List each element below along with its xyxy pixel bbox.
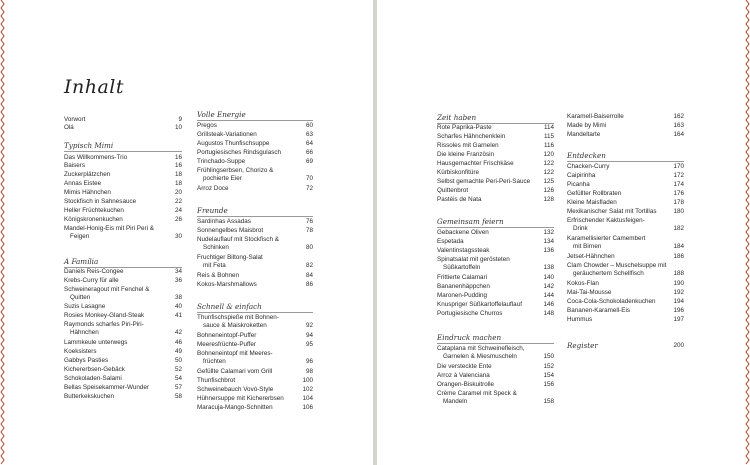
page-number: 38	[174, 294, 182, 301]
page-number: 172	[673, 172, 684, 179]
section-heading: Freunde	[197, 206, 228, 215]
page-number: 9	[178, 116, 182, 123]
page-number: 26	[174, 216, 182, 223]
entry-title: Thunfischbrot	[197, 377, 236, 384]
entry-title: Schweinebauch Vovó-Style	[197, 386, 274, 393]
entry-title: Olá	[64, 124, 74, 131]
page-number: 150	[543, 353, 554, 360]
toc-entry[interactable]	[197, 167, 313, 183]
toc-entry[interactable]	[64, 189, 182, 197]
toc-entry[interactable]	[64, 268, 182, 276]
page-number: 92	[305, 322, 313, 329]
entry-title: Maracuja-Mango-Schnitten	[197, 404, 273, 411]
toc-entry[interactable]	[197, 227, 313, 235]
page-number: 192	[673, 289, 684, 296]
toc-entry[interactable]	[64, 393, 182, 401]
entry-title: Mandeltarte	[567, 131, 601, 138]
page-number: 116	[543, 142, 554, 149]
entry-title: Maronen-Pudding	[437, 292, 488, 299]
entry-title: Mandeln	[443, 398, 468, 405]
entry-title: Jetset-Hähnchen	[567, 253, 615, 260]
toc-entry[interactable]	[567, 190, 684, 198]
entry-title: Fruchtiger Biltong-Salat	[197, 254, 263, 261]
entry-title: Rissoles mit Garnelen	[437, 142, 499, 149]
page-number: 182	[673, 225, 684, 232]
page-number: 194	[673, 298, 684, 305]
page-number: 125	[543, 178, 554, 185]
entry-title: Kürbiskonfitüre	[437, 169, 479, 176]
page-number: 106	[302, 404, 313, 411]
entry-title: Hummus	[567, 316, 593, 323]
entry-title: Bohneneintopf-Puffer	[197, 332, 257, 339]
entry-title: Karamell-Baiserrolle	[567, 113, 624, 120]
page-number: 36	[174, 277, 182, 284]
page-number: 176	[673, 190, 684, 197]
toc-entry[interactable]	[567, 316, 684, 324]
entry-title: Espetada	[437, 238, 464, 245]
page-number: 174	[673, 181, 684, 188]
page-number: 128	[543, 196, 554, 203]
register-entry[interactable]: Register 200	[567, 341, 684, 350]
toc-entry[interactable]	[197, 314, 313, 330]
toc-entry[interactable]	[64, 286, 182, 302]
toc-entry[interactable]	[437, 178, 554, 186]
page-number: 18	[174, 180, 182, 187]
entry-title: Spinatsalat mit gerösteten	[437, 256, 510, 263]
page-number: 96	[305, 358, 313, 365]
toc-entry[interactable]	[64, 180, 182, 188]
toc-entry[interactable]	[567, 217, 684, 233]
entry-title: Koeksisters	[64, 348, 97, 355]
page-number: 50	[174, 357, 182, 364]
page-number: 42	[174, 329, 182, 336]
toc-entry[interactable]	[437, 151, 554, 159]
entry-title: Mai-Tai-Mousse	[567, 289, 612, 296]
page-number: 104	[302, 395, 313, 402]
page-number: 70	[305, 175, 313, 182]
page-number: 58	[174, 393, 182, 400]
page-number: 60	[305, 122, 313, 129]
toc-entry[interactable]	[567, 262, 684, 278]
toc-entry[interactable]	[64, 207, 182, 215]
page-number: 40	[174, 303, 182, 310]
page-number: 41	[174, 312, 182, 319]
toc-entry[interactable]	[197, 350, 313, 366]
page-number: 100	[302, 377, 313, 384]
toc-entry[interactable]	[567, 253, 684, 261]
page-number: 132	[543, 229, 554, 236]
toc-entry[interactable]	[567, 307, 684, 315]
toc-entry[interactable]	[197, 386, 313, 394]
toc-entry[interactable]	[197, 122, 313, 130]
toc-entry[interactable]	[64, 339, 182, 347]
toc-entry[interactable]	[197, 218, 313, 226]
page-number: 46	[174, 339, 182, 346]
entry-title: Sonnengelbes Maisbrot	[197, 227, 264, 234]
section-underline	[197, 120, 313, 121]
entry-title: Erfrischender Kaktusfeigen-	[567, 217, 645, 224]
entry-title: Cataplana mit Schweinefleisch,	[437, 345, 525, 352]
toc-entry[interactable]	[437, 229, 554, 237]
entry-title: Arroz Doce	[197, 185, 229, 192]
entry-title: Rote Paprika-Paste	[437, 124, 492, 131]
entry-title: Crème Caramel mit Speck &	[437, 390, 517, 397]
toc-entry[interactable]	[437, 381, 554, 389]
toc-entry[interactable]	[567, 113, 684, 121]
toc-entry[interactable]	[567, 181, 684, 189]
toc-entry[interactable]	[197, 332, 313, 340]
page-number: 184	[673, 243, 684, 250]
left-page	[0, 0, 373, 465]
toc-entry[interactable]	[437, 292, 554, 300]
section-underline	[197, 216, 313, 217]
page-number: 10	[174, 124, 182, 131]
toc-entry[interactable]	[437, 274, 554, 282]
page-number: 140	[543, 274, 554, 281]
toc-entry[interactable]	[437, 283, 554, 291]
toc-entry[interactable]	[197, 236, 313, 252]
page-number: 78	[305, 227, 313, 234]
page-number: 30	[174, 233, 182, 240]
entry-title: Schokoladen-Salami	[64, 375, 122, 382]
entry-title: Thunfischspieße mit Bohnen-	[197, 314, 279, 321]
toc-entry[interactable]	[64, 124, 182, 132]
entry-title: Die versteckte Ente	[437, 363, 492, 370]
entry-title: Schinken	[203, 244, 229, 251]
section-heading: Gemeinsam feiern	[437, 217, 504, 226]
entry-title: Arroz à Valenciana	[437, 372, 490, 379]
page-number: 86	[305, 281, 313, 288]
entry-title: Selbst gemachte Peri-Peri-Sauce	[437, 178, 531, 185]
toc-entry[interactable]	[64, 225, 182, 241]
page-number: 146	[543, 301, 554, 308]
page-number: 102	[302, 386, 313, 393]
toc-entry[interactable]	[197, 254, 313, 270]
toc-entry[interactable]	[437, 238, 554, 246]
page-number: 98	[305, 368, 313, 375]
entry-title: mit Birnen	[573, 243, 602, 250]
page-number: 154	[543, 372, 554, 379]
entry-title: Chacken-Curry	[567, 163, 610, 170]
section-underline	[567, 161, 684, 162]
page-number: 72	[305, 185, 313, 192]
entry-title: Hühnersuppe mit Kichererbsen	[197, 395, 284, 402]
entry-title: Rosies Monkey-Gland-Steak	[64, 312, 145, 319]
page-number: 197	[673, 316, 684, 323]
section-heading: Schnell & einfach	[197, 302, 262, 311]
entry-title: Lammkeule unterwegs	[64, 339, 128, 346]
entry-title: Schweineragout mit Fenchel &	[64, 286, 150, 293]
toc-entry[interactable]	[567, 172, 684, 180]
page-number: 200	[673, 342, 684, 349]
section-heading: Volle Energie	[197, 110, 246, 119]
toc-entry[interactable]	[64, 348, 182, 356]
page-number: 114	[543, 124, 554, 131]
entry-title: Zuckerplätzchen	[64, 171, 111, 178]
toc-entry[interactable]	[437, 363, 554, 371]
toc-entry[interactable]	[437, 187, 554, 195]
section-heading: Typisch Mimi	[64, 141, 114, 150]
toc-entry[interactable]	[567, 289, 684, 297]
entry-title: Mimis Hähnchen	[64, 189, 111, 196]
page-number: 170	[673, 163, 684, 170]
page-number: 69	[305, 158, 313, 165]
entry-title: Portugiesisches Rindsgulasch	[197, 149, 282, 156]
toc-entry[interactable]	[197, 140, 313, 148]
entry-title: früchten	[203, 358, 226, 365]
page-number: 22	[174, 198, 182, 205]
toc-entry[interactable]	[197, 272, 313, 280]
toc-entry[interactable]	[197, 185, 313, 193]
page-number: 122	[543, 169, 554, 176]
page-number: 126	[543, 187, 554, 194]
page-number: 66	[305, 149, 313, 156]
entry-title: Mexikanischer Salat mit Tortillas	[567, 208, 657, 215]
entry-title: Garnelen & Miesmuscheln	[443, 353, 517, 360]
section-underline	[197, 312, 313, 313]
toc-entry[interactable]	[437, 390, 554, 406]
page-number: 120	[543, 151, 554, 158]
page-number: 20	[174, 189, 182, 196]
toc-entry[interactable]	[64, 321, 182, 337]
toc-entry[interactable]	[64, 303, 182, 311]
toc-entry[interactable]	[197, 281, 313, 289]
page-number: 148	[543, 310, 554, 317]
page-number: 54	[174, 375, 182, 382]
page-number: 134	[543, 238, 554, 245]
entry-title: Gabbys Pasties	[64, 357, 109, 364]
entry-title: Trinchado-Suppe	[197, 158, 246, 165]
toc-entry[interactable]	[437, 133, 554, 141]
left-zigzag-border	[0, 0, 5, 465]
toc-entry[interactable]	[64, 116, 182, 124]
page-number: 156	[543, 381, 554, 388]
entry-title: Meeresfrüchte-Puffer	[197, 341, 257, 348]
page-number: 64	[305, 140, 313, 147]
section-heading: Eindruck machen	[437, 333, 502, 342]
toc-entry[interactable]	[197, 368, 313, 376]
toc-entry[interactable]	[437, 160, 554, 168]
toc-entry[interactable]	[567, 122, 684, 130]
entry-title: Quittenbrot	[437, 187, 469, 194]
entry-title: Knuspriger Süßkartoffelauflauf	[437, 301, 522, 308]
page-number: 94	[305, 332, 313, 339]
page-number: 152	[543, 363, 554, 370]
page-number: 186	[673, 253, 684, 260]
entry-title: Reis & Bohnen	[197, 272, 240, 279]
section-underline	[437, 227, 554, 228]
toc-entry[interactable]	[197, 404, 313, 412]
page-number: 164	[673, 131, 684, 138]
toc-entry[interactable]	[437, 247, 554, 255]
toc-entry[interactable]	[64, 366, 182, 374]
entry-title: Hähnchen	[70, 329, 99, 336]
page-number: 138	[543, 264, 554, 271]
toc-entry[interactable]	[197, 341, 313, 349]
toc-entry[interactable]	[197, 395, 313, 403]
toc-entry[interactable]	[567, 280, 684, 288]
entry-title: Heller Früchtekuchen	[64, 207, 124, 214]
entry-title: Orangen-Biskuitrolle	[437, 381, 495, 388]
entry-title: Augustos Thunfischsuppe	[197, 140, 270, 147]
page-number: 16	[174, 154, 182, 161]
entry-title: mit Feta	[203, 262, 226, 269]
toc-entry[interactable]	[567, 131, 684, 139]
toc-entry[interactable]	[437, 301, 554, 309]
toc-entry[interactable]	[567, 199, 684, 207]
page-number: 57	[174, 384, 182, 391]
page-number: 162	[673, 113, 684, 120]
entry-title: pochierte Eier	[203, 175, 242, 182]
right-zigzag-border	[745, 0, 750, 465]
page-number: 52	[174, 366, 182, 373]
entry-title: Valentinstagssteak	[437, 247, 490, 254]
entry-title: Sardinhas Assadas	[197, 218, 251, 225]
section-heading: Zeit haben	[437, 113, 477, 122]
page-number: 82	[305, 262, 313, 269]
toc-entry[interactable]	[197, 149, 313, 157]
page-number: 178	[673, 199, 684, 206]
entry-title: Hausgemachter Frischkäse	[437, 160, 514, 167]
page-number: 63	[305, 131, 313, 138]
entry-title: Königskronenkuchen	[64, 216, 123, 223]
toc-entry[interactable]	[437, 124, 554, 132]
toc-entry[interactable]	[64, 198, 182, 206]
toc-entry[interactable]	[64, 277, 182, 285]
entry-title: Pastéis de Nata	[437, 196, 482, 203]
toc-entry[interactable]	[567, 208, 684, 216]
entry-title: Scharfes Hähnchenklein	[437, 133, 506, 140]
entry-title: Feigen	[70, 233, 90, 240]
page-number: 136	[543, 247, 554, 254]
entry-title: Clam Chowder – Muschelsuppe mit	[567, 262, 667, 269]
page-number: 190	[673, 280, 684, 287]
page-number: 76	[305, 218, 313, 225]
page-number: 196	[673, 307, 684, 314]
entry-title: Drink	[573, 225, 588, 232]
toc-entry[interactable]	[64, 384, 182, 392]
page-number: 163	[673, 122, 684, 129]
toc-entry[interactable]	[64, 154, 182, 162]
entry-title: Gefüllte Calamari vom Grill	[197, 368, 273, 375]
toc-entry[interactable]	[437, 372, 554, 380]
toc-entry[interactable]	[437, 310, 554, 318]
toc-entry[interactable]	[64, 312, 182, 320]
toc-entry[interactable]	[197, 377, 313, 385]
entry-title: Frühlingserbsen, Chorizo &	[197, 167, 274, 174]
entry-title: Portugiesische Churros	[437, 310, 503, 317]
right-page	[377, 0, 750, 465]
entry-title: Süßkartoffeln	[443, 264, 481, 271]
page-number: 142	[543, 283, 554, 290]
entry-title: Nudelauflauf mit Stockfisch &	[197, 236, 279, 243]
page-number: 115	[543, 133, 554, 140]
toc-entry[interactable]	[64, 357, 182, 365]
entry-title: Kokos-Flan	[567, 280, 599, 287]
toc-entry[interactable]	[437, 196, 554, 204]
entry-title: Bohneneintopf mit Meeres-	[197, 350, 273, 357]
page-title: Inhalt	[64, 76, 125, 98]
entry-title: Karamellisierter Camembert	[567, 235, 646, 242]
toc-entry[interactable]	[64, 216, 182, 224]
page-number: 16	[174, 162, 182, 169]
entry-title: Krebs-Curry für alle	[64, 277, 119, 284]
section-heading: A Família	[64, 257, 99, 266]
entry-title: Kichererbsen-Gebäck	[64, 366, 125, 373]
entry-title: Frittierte Calamari	[437, 274, 488, 281]
entry-title: Coca-Cola-Schokoladenkuchen	[567, 298, 656, 305]
section-underline	[64, 151, 182, 152]
page-number: 80	[305, 244, 313, 251]
entry-title: Stockfisch in Sahnesauce	[64, 198, 137, 205]
entry-title: geräuchertem Schellfisch	[573, 270, 644, 277]
toc-entry[interactable]	[64, 171, 182, 179]
toc-entry[interactable]	[567, 298, 684, 306]
page-number: 158	[543, 398, 554, 405]
toc-entry[interactable]	[437, 256, 554, 272]
section-underline	[437, 343, 554, 344]
page-number: 188	[673, 270, 684, 277]
entry-title: Daniels Reis-Congee	[64, 268, 124, 275]
entry-title: Gefüllter Rollbraten	[567, 190, 622, 197]
entry-title: Bellas Speisekammer-Wunder	[64, 384, 149, 391]
entry-title: Suzis Lasagne	[64, 303, 106, 310]
entry-title: Annas Eistee	[64, 180, 102, 187]
toc-entry[interactable]	[197, 131, 313, 139]
toc-entry[interactable]	[64, 375, 182, 383]
entry-title: Caipirinha	[567, 172, 596, 179]
toc-entry[interactable]	[437, 142, 554, 150]
entry-title: Das Willkommens-Trio	[64, 154, 128, 161]
page-number: 122	[543, 160, 554, 167]
entry-title: Quitten	[70, 294, 91, 301]
entry-title: Picanha	[567, 181, 590, 188]
entry-title: Kleine Maisfladen	[567, 199, 617, 206]
entry-title: Pregos	[197, 122, 217, 129]
page-number: 84	[305, 272, 313, 279]
entry-title: sauce & Maiskroketten	[203, 322, 267, 329]
page-number: 34	[174, 268, 182, 275]
page-number: 18	[174, 171, 182, 178]
entry-title: Made by Mimi	[567, 122, 607, 129]
entry-title: Die kleine Französin	[437, 151, 495, 158]
page-number: 144	[543, 292, 554, 299]
entry-title: Mandel-Honig-Eis mit Piri Peri &	[64, 225, 154, 232]
entry-title: Raymonds scharfes Piri-Piri-	[64, 321, 144, 328]
toc-entry[interactable]	[197, 158, 313, 166]
page-number: 95	[305, 341, 313, 348]
entry-title: Bananen-Karamell-Eis	[567, 307, 630, 314]
page-number: 49	[174, 348, 182, 355]
entry-title: Gebackene Oliven	[437, 229, 489, 236]
entry-title: Bananenhäppchen	[437, 283, 490, 290]
entry-title: Kokos-Marshmallows	[197, 281, 257, 288]
toc-entry[interactable]	[567, 235, 684, 251]
page-number: 24	[174, 207, 182, 214]
entry-title: Baisers	[64, 162, 85, 169]
entry-title: Grillsteak-Variationen	[197, 131, 257, 138]
toc-entry[interactable]	[437, 345, 554, 361]
toc-entry[interactable]	[64, 162, 182, 170]
section-heading: Entdecken	[567, 151, 606, 160]
toc-entry[interactable]	[437, 169, 554, 177]
entry-title: Butterkekskuchen	[64, 393, 115, 400]
entry-title: Vorwort	[64, 116, 86, 123]
page-number: 180	[673, 208, 684, 215]
toc-entry[interactable]	[567, 163, 684, 171]
